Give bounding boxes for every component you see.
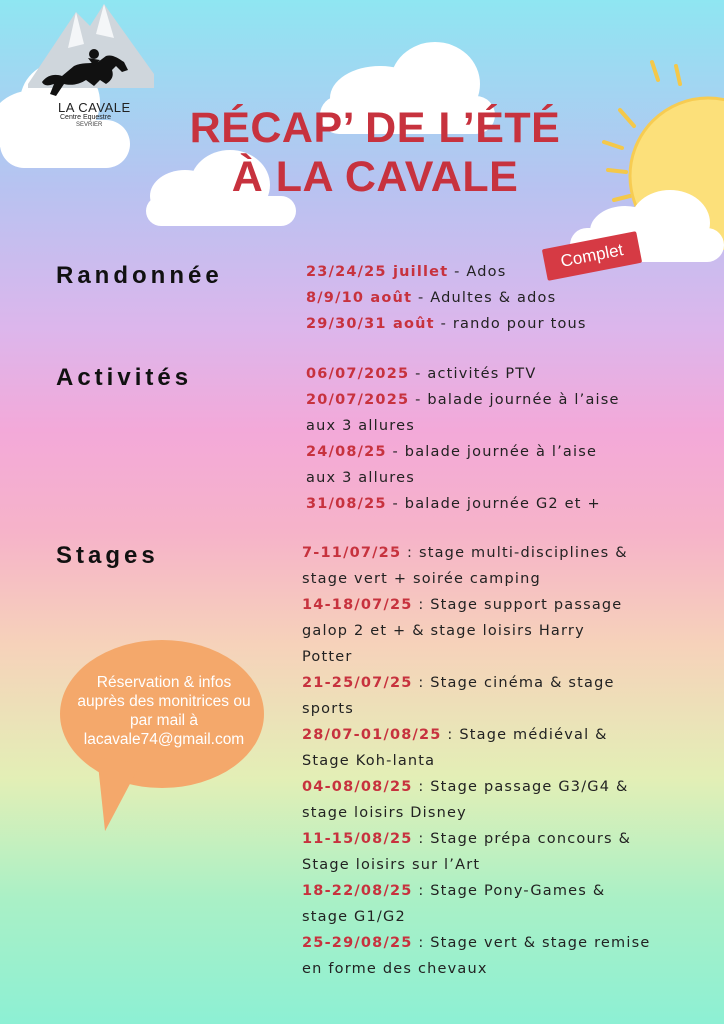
info-line: par mail à (129, 712, 199, 729)
item-text: - activités PTV (409, 366, 537, 382)
item-date: 04-08/08/25 (302, 779, 413, 795)
list-item (302, 644, 650, 670)
item-date: 11-15/08/25 (302, 831, 413, 847)
item-date: 28/07-01/08/25 (302, 727, 442, 743)
list-item (306, 491, 620, 517)
item-text: : Stage prépa concours & (412, 831, 632, 847)
item-text: : Stage vert & stage remise (412, 935, 651, 951)
list-item (302, 904, 650, 930)
item-date: 25-29/08/25 (302, 935, 413, 951)
list-item (306, 361, 620, 387)
item-date: 21-25/07/25 (302, 675, 413, 691)
title-line-1: RÉCAP’ DE L’ÉTÉ (189, 104, 561, 152)
item-text: : Stage cinéma & stage (412, 675, 615, 691)
item-text: Potter (302, 649, 353, 665)
list-item (302, 956, 650, 982)
list-item (306, 465, 620, 491)
list-item (302, 826, 650, 852)
item-text: - balade journée à l’aise (386, 444, 598, 460)
item-date: 8/9/10 août (306, 290, 413, 306)
poster-title (140, 104, 610, 202)
list-item (302, 670, 650, 696)
item-date: 7-11/07/25 (302, 545, 402, 561)
la-cavale-logo (28, 4, 154, 128)
logo-name: LA CAVALE (58, 100, 131, 115)
item-text: : Stage support passage (412, 597, 623, 613)
info-line: auprès des monitrices ou (77, 693, 251, 710)
email-link[interactable]: lacavale74@gmail.com (83, 731, 245, 748)
stages-list (302, 540, 650, 982)
logo-place: SEVRIER (76, 122, 103, 128)
list-item (302, 774, 650, 800)
item-date: 06/07/2025 (306, 366, 410, 382)
complet-badge: Complet (542, 231, 642, 281)
item-date: 14-18/07/25 (302, 597, 413, 613)
item-text: - balade journée G2 et + (386, 496, 601, 512)
item-date: 18-22/08/25 (302, 883, 413, 899)
info-line: Réservation & infos (96, 674, 232, 691)
list-item (306, 311, 587, 337)
info-bubble-text (64, 673, 264, 749)
item-text: Stage Koh-lanta (302, 753, 436, 769)
item-text: : Stage passage G3/G4 & (412, 779, 629, 795)
randonnee-list (306, 259, 587, 337)
list-item (306, 413, 620, 439)
item-text: aux 3 allures (306, 470, 415, 486)
list-item (306, 439, 620, 465)
item-text: stage vert + soirée camping (302, 571, 541, 587)
item-date: 20/07/2025 (306, 392, 410, 408)
section-heading-activites: Activités (56, 364, 193, 391)
section-heading-randonnee: Randonnée (56, 262, 223, 289)
item-text: : Stage médiéval & (441, 727, 608, 743)
item-text: sports (302, 701, 355, 717)
item-text: - Adultes & ados (412, 290, 557, 306)
list-item (302, 540, 650, 566)
speech-bubble-tail (87, 757, 141, 834)
item-text: - balade journée à l’aise (409, 392, 620, 408)
item-text: : stage multi-disciplines & (401, 545, 628, 561)
item-text: - rando pour tous (434, 316, 587, 332)
item-date: 31/08/25 (306, 496, 387, 512)
list-item (302, 696, 650, 722)
item-date: 23/24/25 juillet (306, 264, 449, 280)
activites-list (306, 361, 620, 517)
item-text: : Stage Pony-Games & (412, 883, 606, 899)
item-text: - Ados (448, 264, 507, 280)
list-item (302, 618, 650, 644)
item-text: aux 3 allures (306, 418, 415, 434)
list-item (302, 566, 650, 592)
title-line-2: À LA CAVALE (231, 153, 519, 201)
item-text: Stage loisirs sur l’Art (302, 857, 481, 873)
list-item (302, 748, 650, 774)
list-item (306, 387, 620, 413)
item-date: 29/30/31 août (306, 316, 435, 332)
list-item (302, 878, 650, 904)
item-text: stage loisirs Disney (302, 805, 467, 821)
item-date: 24/08/25 (306, 444, 387, 460)
logo-subtitle: Centre Equestre (60, 114, 111, 121)
list-item (302, 592, 650, 618)
item-text: en forme des chevaux (302, 961, 488, 977)
section-heading-stages: Stages (56, 542, 159, 569)
list-item (302, 930, 650, 956)
list-item (306, 285, 587, 311)
list-item (302, 852, 650, 878)
list-item (302, 722, 650, 748)
item-text: stage G1/G2 (302, 909, 406, 925)
item-text: galop 2 et + & stage loisirs Harry (302, 623, 585, 639)
list-item (302, 800, 650, 826)
